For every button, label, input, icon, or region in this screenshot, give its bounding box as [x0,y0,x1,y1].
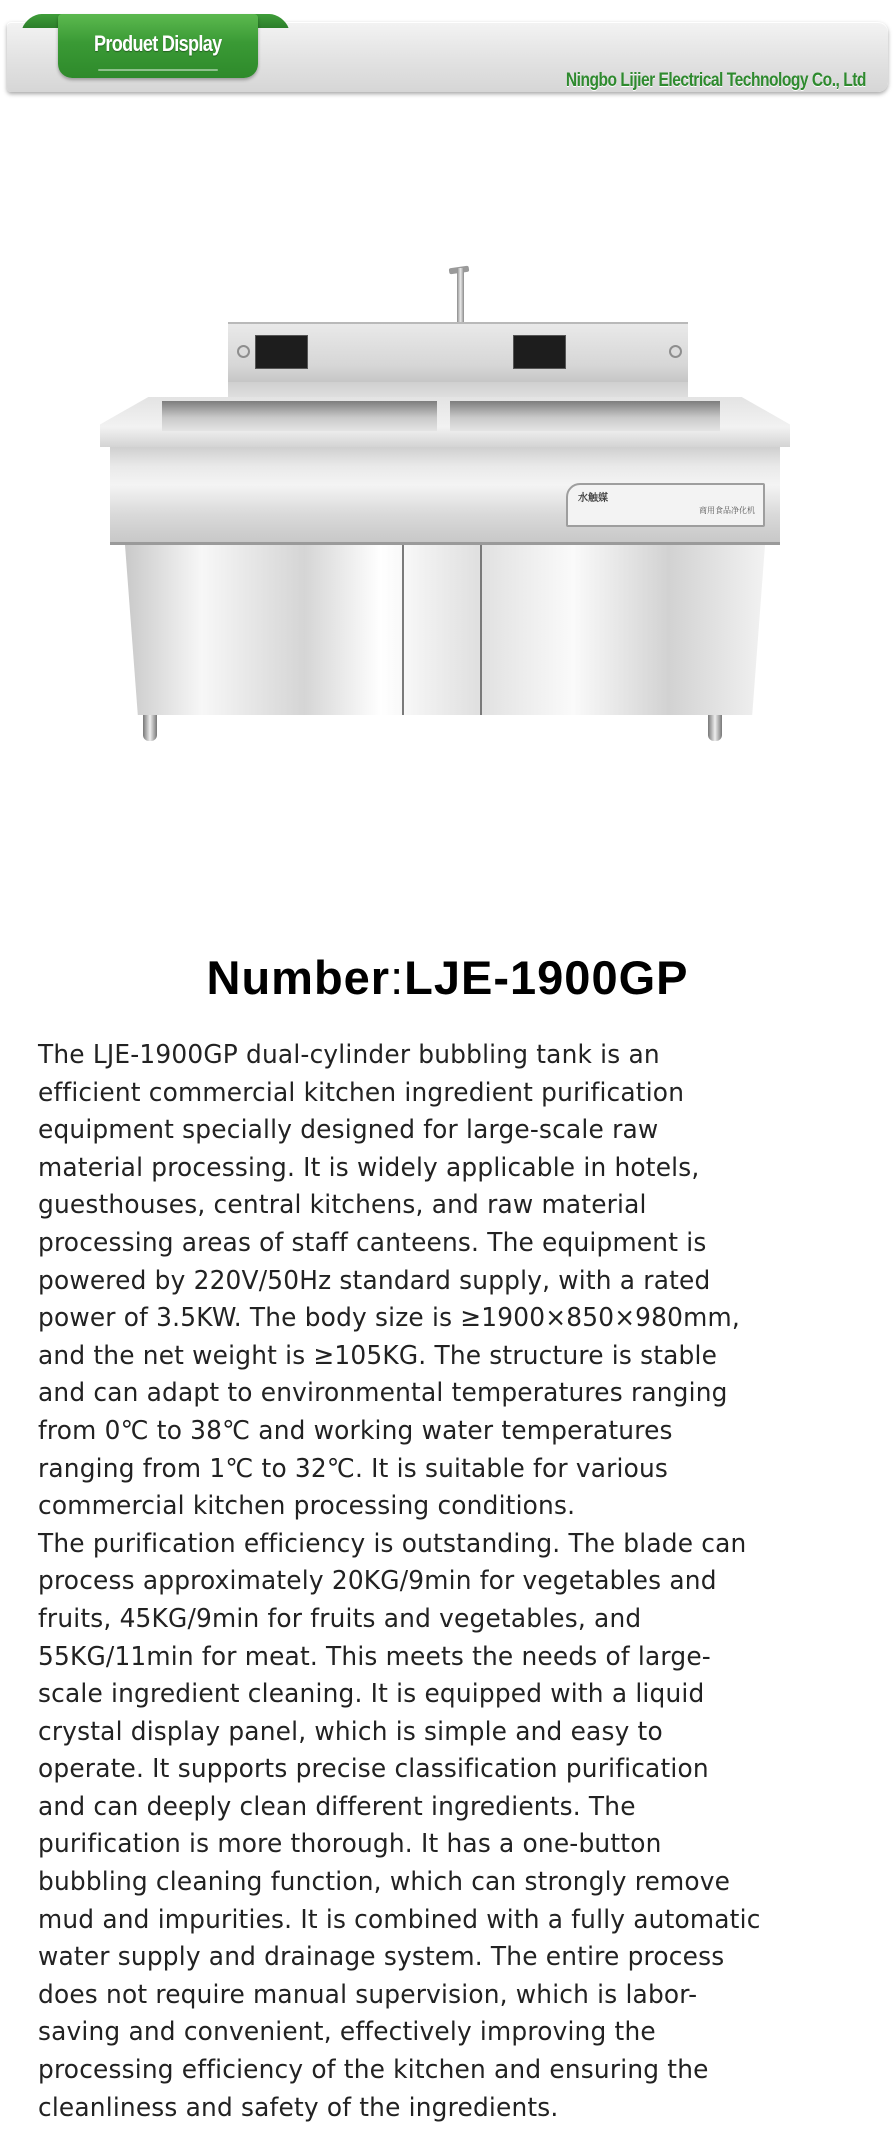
description-paragraph-1 [38,1037,831,1526]
text-line: bubbling cleaning function, which can strongly remove [38,1867,731,1898]
cabinet-doors [125,545,765,715]
text-line: does not require manual supervision, which is labor- [38,1979,698,2010]
text-line: process approximately 20KG/9min for vegetables and [38,1566,717,1597]
number-label: Number [206,951,391,1004]
text-line: material processing. It is widely applicable in hotels, [38,1152,700,1183]
text-line: and the net weight is ≥105KG. The structure is stable [38,1340,718,1371]
basin-left [162,401,437,431]
text-line: mud and impurities. It is combined with a fully automatic [38,1904,761,1935]
product-number-title [0,950,895,1005]
text-line: efficient commercial kitchen ingredient purification [38,1077,685,1108]
text-line: crystal display panel, which is simple and easy to [38,1716,663,1747]
text-line: guesthouses, central kitchens, and raw material [38,1190,647,1221]
knob-right [669,345,682,358]
company-name: Ningbo Lijier Electrical Technology Co., Ltd [565,70,866,91]
text-line: and can adapt to environmental temperatures ranging [38,1378,728,1409]
text-line: cleanliness and safety of the ingredients. [38,2092,559,2123]
section-ribbon [58,14,258,78]
door-seam-left [402,545,404,715]
text-line: scale ingredient cleaning. It is equipped with a liquid [38,1679,705,1710]
product-image [100,265,790,745]
label-brand: 水触媒 [578,493,608,504]
leg-right [708,715,722,741]
text-line: commercial kitchen processing conditions. [38,1491,576,1522]
text-line: equipment specially designed for large-scale raw [38,1115,659,1146]
text-line: processing areas of staff canteens. The equipment is [38,1227,707,1258]
product-description [38,1037,831,2127]
number-separator: : [390,951,405,1004]
label-subtitle: 商用食品净化机 [699,506,755,515]
faucet-stem [457,268,464,324]
text-line: The LJE-1900GP dual-cylinder bubbling tank is an [38,1040,660,1070]
text-line: fruits, 45KG/9min for fruits and vegetables, and [38,1603,642,1634]
description-paragraph-2 [38,1526,831,2128]
text-line: and can deeply clean different ingredients. The [38,1791,636,1822]
text-line: from 0℃ to 38℃ and working water temperatures [38,1415,673,1446]
text-line: powered by 220V/50Hz standard supply, with a rated [38,1265,711,1296]
text-line: water supply and drainage system. The entire process [38,1942,725,1973]
text-line: power of 3.5KW. The body size is ≥1900×850×980mm, [38,1303,740,1334]
door-seam-right [480,545,482,715]
display-panel-right [513,335,566,369]
text-line: purification is more thorough. It has a one-button [38,1829,662,1860]
leg-left [143,715,157,741]
knob-left [237,345,250,358]
text-line: ranging from 1℃ to 32℃. It is suitable for various [38,1453,669,1484]
basin-right [450,401,720,431]
ribbon-label: Produet Display [94,31,222,56]
text-line: saving and convenient, effectively improving the [38,2017,656,2048]
text-line: 55KG/11min for meat. This meets the needs of large- [38,1641,711,1672]
text-line: The purification efficiency is outstanding. The blade can [38,1528,747,1559]
model-number: LJE-1900GP [404,951,689,1004]
display-panel-left [255,335,308,369]
brand-label-plate [566,483,765,527]
text-line: operate. It supports precise classification purification [38,1754,709,1785]
text-line: processing efficiency of the kitchen and ensuring the [38,2055,709,2086]
